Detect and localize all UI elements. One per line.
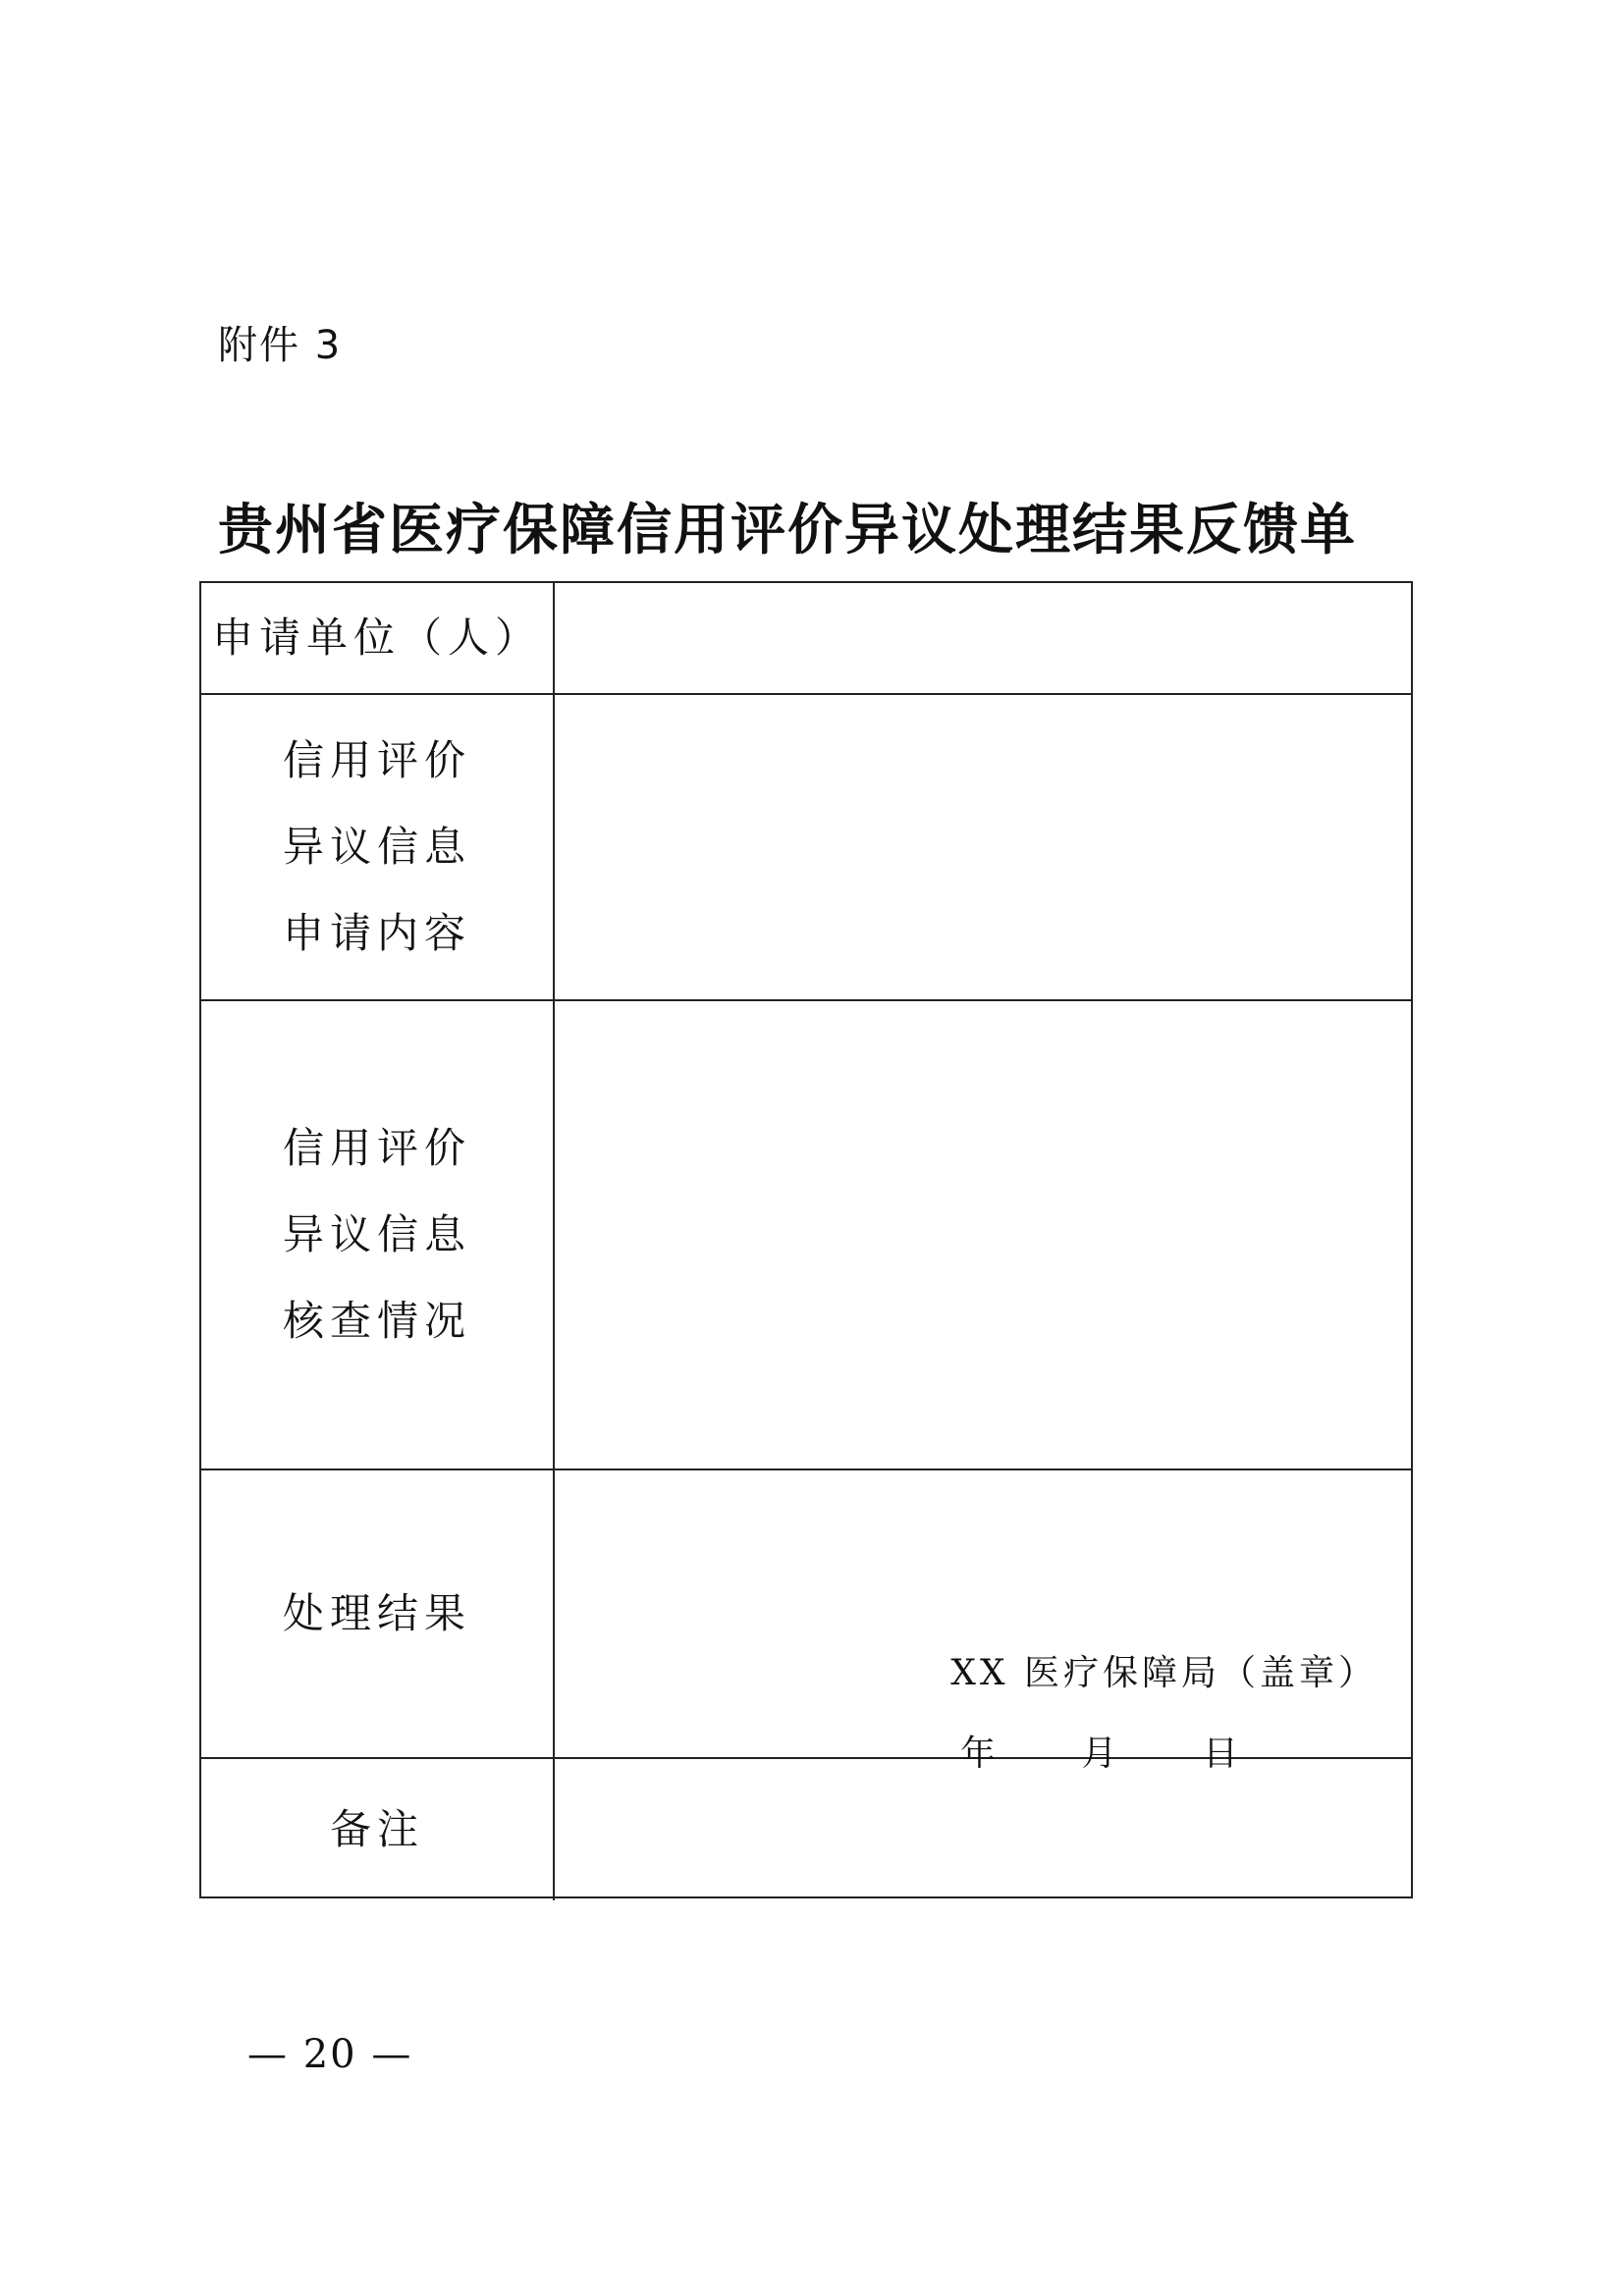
verification-field[interactable] (555, 1001, 1411, 1468)
remarks-field[interactable] (555, 1759, 1411, 1900)
result-field[interactable] (555, 1470, 1411, 1774)
objection-content-label (201, 695, 555, 999)
verification-label-line-1: 信用评价 (282, 1124, 471, 1172)
applicant-field[interactable] (555, 583, 1411, 693)
objection-content-label-line-2: 异议信息 (282, 823, 471, 871)
stamp-text: XX 医疗保障局（盖章） (950, 1653, 1378, 1693)
remarks-label (201, 1759, 555, 1900)
remarks-label-text: 备注 (329, 1805, 424, 1853)
feedback-form-table (199, 581, 1413, 1898)
verification-label-line-2: 异议信息 (282, 1210, 471, 1258)
row-applicant (201, 583, 1411, 695)
document-title: 贵州省医疗保障信用评价异议处理结果反馈单 (218, 498, 1357, 562)
verification-label (201, 1001, 555, 1468)
objection-content-field[interactable] (555, 695, 1411, 999)
objection-content-label-line-3: 申请内容 (282, 909, 471, 957)
result-label-text: 处理结果 (282, 1589, 471, 1637)
date-year-label: 年 (960, 1734, 997, 1774)
page-number: — 20 — (247, 2032, 413, 2077)
applicant-label (201, 583, 555, 693)
objection-content-label-line-1: 信用评价 (282, 736, 471, 784)
row-objection-content (201, 695, 1411, 1001)
date-month-label: 月 (1081, 1734, 1117, 1774)
result-label (201, 1470, 555, 1757)
row-verification (201, 1001, 1411, 1470)
row-result (201, 1470, 1411, 1774)
row-remarks (201, 1759, 1411, 1900)
verification-label-line-3: 核查情况 (282, 1297, 471, 1345)
attachment-label: 附件 3 (218, 323, 343, 368)
applicant-label-text: 申请单位（人） (211, 614, 542, 662)
date-day-label: 日 (1202, 1734, 1238, 1774)
